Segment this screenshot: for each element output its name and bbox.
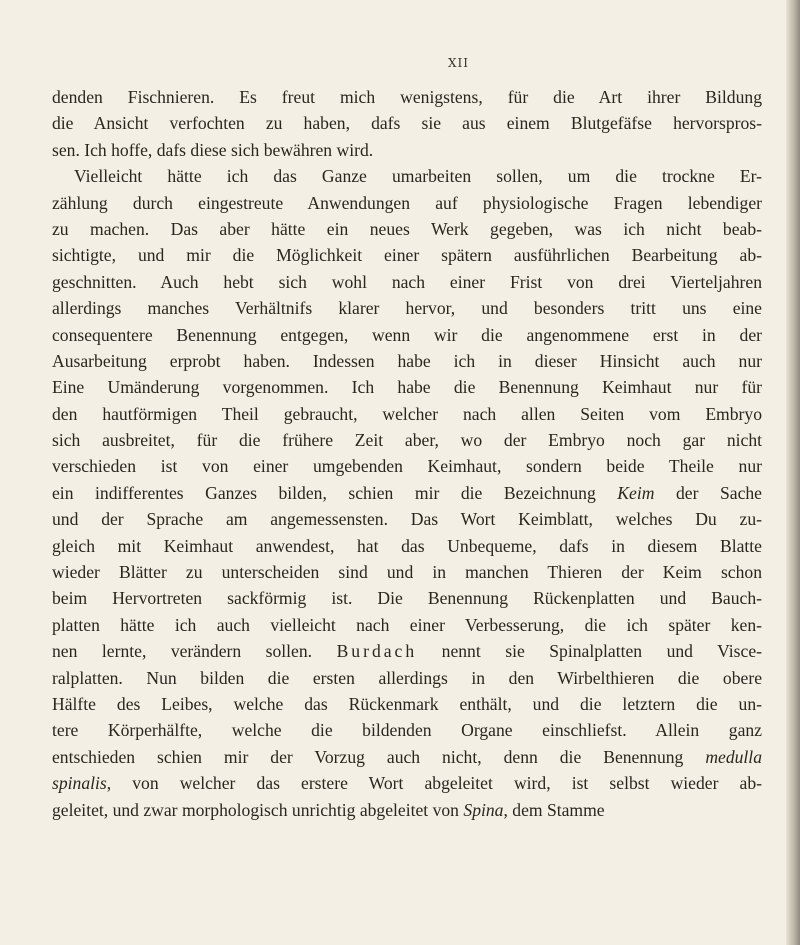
text-line: den hautförmigen Theil gebraucht, welcher nach allen Seiten vom Embryo [52, 403, 762, 424]
text-line: zu machen. Das aber hätte ein neues Werk gegeben, was ich nicht beab- [52, 218, 762, 239]
text-line: zählung durch eingestreute Anwendungen auf physiologische Fragen lebendiger [52, 192, 762, 213]
body-text [52, 84, 762, 823]
text-line: sen. Ich hoffe, dafs diese sich bewähren wird. [52, 139, 374, 160]
text-line: denden Fischnieren. Es freut mich wenigstens, für die Art ihrer Bildung [52, 87, 762, 107]
term-spina: Spina [463, 799, 504, 820]
term-spinalis: spinalis [52, 773, 107, 794]
text-line: Vielleicht hätte ich das Ganze umarbeiten sollen, um die trockne Er- [74, 166, 762, 187]
text-line: gleich mit Keimhaut anwendest, hat das Unbequeme, dafs in diesem Blatte [52, 535, 762, 556]
page-edge [786, 0, 800, 945]
text-line: spinalis, von welcher das erstere Wort abgeleitet wird, ist selbst wieder ab- [52, 773, 762, 794]
text-line: geleitet, und zwar morphologisch unrichtig abgeleitet von Spina, dem Stamme [52, 799, 605, 820]
author-burdach: Burdach [336, 641, 418, 662]
text-line: verschieden ist von einer umgebenden Keimhaut, sondern beide Theile nur [52, 456, 762, 477]
text-line: allerdings manches Verhältnifs klarer hervor, und besonders tritt uns eine [52, 298, 762, 319]
page-number: XII [448, 56, 470, 70]
text-line: und der Sprache am angemessensten. Das Wort Keimblatt, welches Du zu- [52, 509, 762, 530]
text-line: geschnitten. Auch hebt sich wohl nach einer Frist von drei Vierteljahren [52, 271, 762, 292]
text-line: ein indifferentes Ganzes bilden, schien mir die Bezeichnung Keim der Sache [52, 482, 762, 503]
text-line: consequentere Benennung entgegen, wenn wir die angenommene erst in der [52, 324, 762, 345]
text-line: entschieden schien mir der Vorzug auch nicht, denn die Benennung medulla [52, 746, 762, 767]
text-line: wieder Blätter zu unterscheiden sind und in manchen Thieren der Keim schon [52, 562, 762, 583]
term-medulla: medulla [705, 746, 762, 767]
text-line: Ausarbeitung erprobt haben. Indessen habe ich in dieser Hinsicht auch nur [52, 350, 762, 371]
text-line: beim Hervortreten sackförmig ist. Die Benennung Rückenplatten und Bauch- [52, 588, 762, 609]
text-line: ralplatten. Nun bilden die ersten allerdings in den Wirbelthieren die obere [52, 667, 762, 688]
text-line: platten hätte ich auch vielleicht nach einer Verbesserung, die ich später ken- [52, 614, 762, 635]
text-line: die Ansicht verfochten zu haben, dafs sie aus einem Blutgefäfse hervorspros- [52, 113, 762, 134]
text-line: sich ausbreitet, für die frühere Zeit aber, wo der Embryo noch gar nicht [52, 430, 762, 451]
text-line: Hälfte des Leibes, welche das Rückenmark enthält, und die letztern die un- [52, 693, 762, 714]
term-keim: Keim [617, 482, 655, 503]
text-line: tere Körperhälfte, welche die bildenden Organe einschliefst. Allein ganz [52, 720, 762, 741]
text-line: sichtigte, und mir die Möglichkeit einer spätern ausführlichen Bearbeitung ab- [52, 245, 762, 266]
text-line: Eine Umänderung vorgenommen. Ich habe die Benennung Keimhaut nur für [52, 377, 762, 398]
text-line: nen lernte, verändern sollen. Burdach nennt sie Spinalplatten und Visce- [52, 641, 763, 662]
